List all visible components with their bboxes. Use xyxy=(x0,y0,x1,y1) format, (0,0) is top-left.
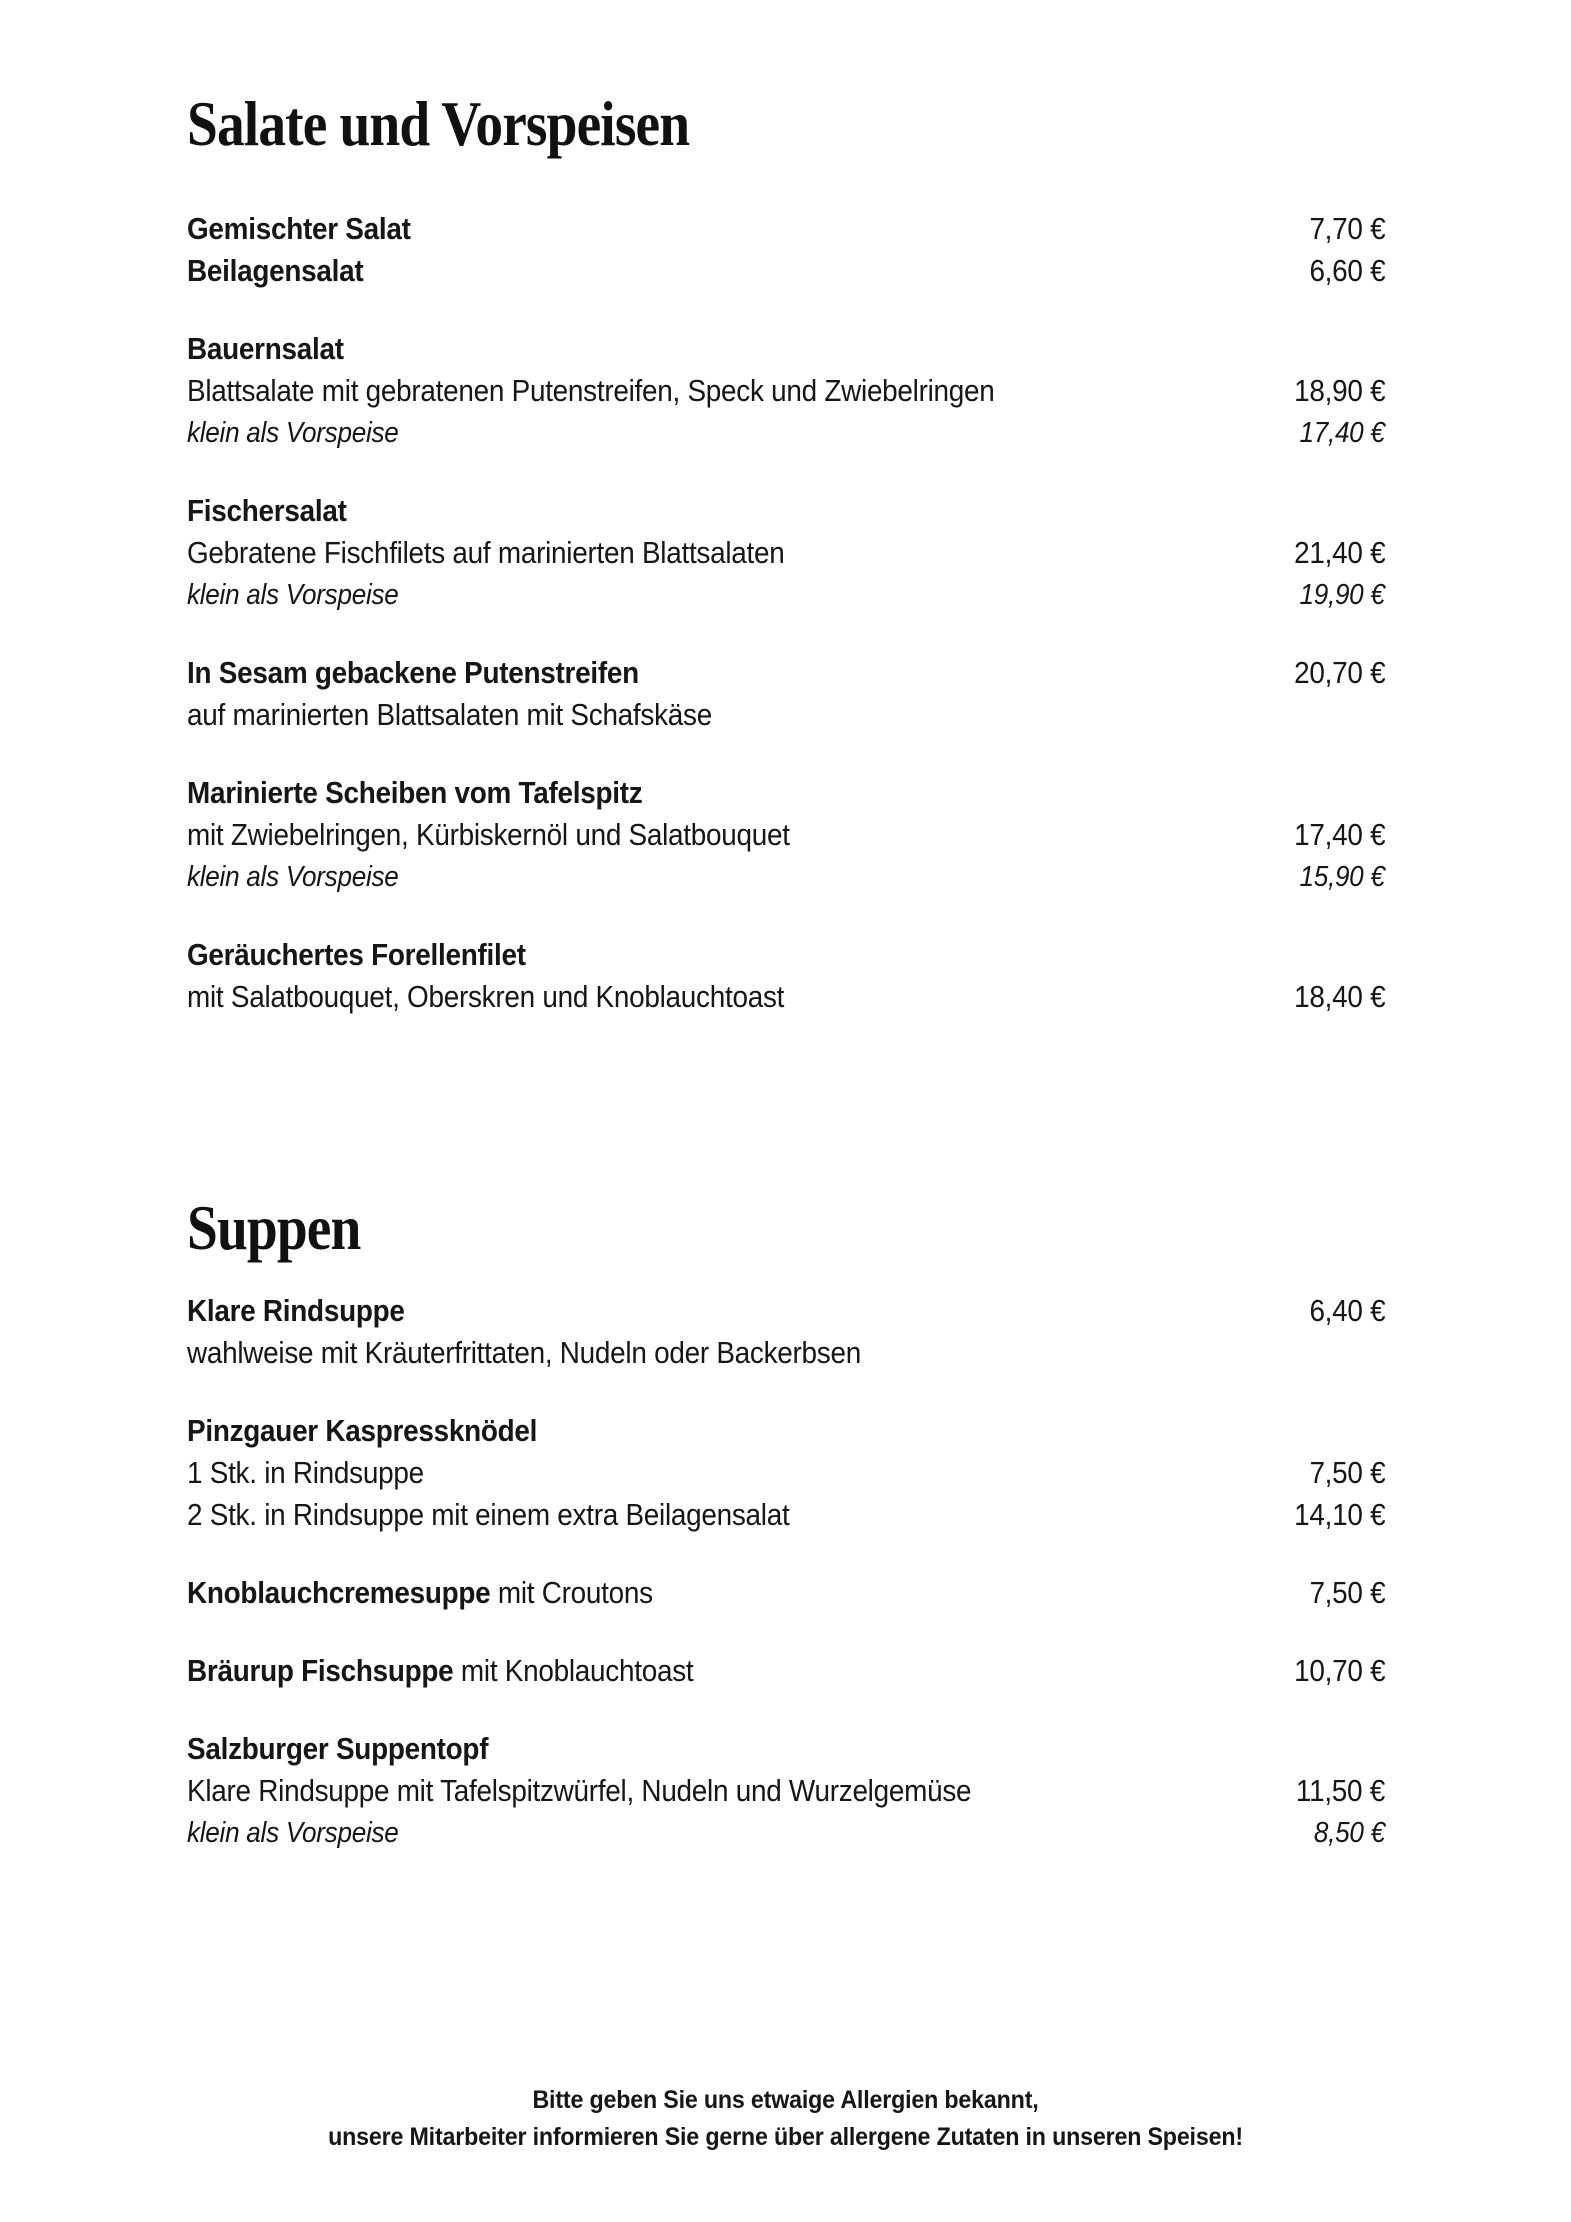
item-text xyxy=(187,814,790,856)
item-name: In Sesam gebackene Putenstreifen xyxy=(187,655,639,690)
menu-block xyxy=(187,1572,1385,1614)
item-price: 17,40 € xyxy=(1293,817,1385,852)
item-text xyxy=(187,1650,693,1692)
item-text xyxy=(187,208,411,250)
menu-item-row xyxy=(187,250,1385,292)
menu-item-row xyxy=(187,1410,1385,1452)
item-text xyxy=(187,574,399,616)
item-price: 8,50 € xyxy=(1314,1817,1385,1849)
item-name: Bauernsalat xyxy=(187,331,344,366)
allergy-notice-line1: Bitte geben Sie uns etwaige Allergien bekannt, xyxy=(532,2086,1039,2114)
item-price: 7,50 € xyxy=(1309,1575,1385,1610)
menu-item-row xyxy=(187,1494,1385,1536)
item-name: Fischersalat xyxy=(187,493,347,528)
menu-item-row xyxy=(187,652,1385,694)
item-desc: klein als Vorspeise xyxy=(187,417,399,449)
menu-item-row-small xyxy=(187,412,1385,454)
menu-item-row xyxy=(187,1332,1385,1374)
menu-item-row xyxy=(187,1650,1385,1692)
section-title-salate: Salate und Vorspeisen xyxy=(187,89,690,159)
item-price: 10,70 € xyxy=(1293,1653,1385,1688)
item-desc: Klare Rindsuppe mit Tafelspitzwürfel, Nudeln und Wurzelgemüse xyxy=(187,1773,972,1808)
menu-block xyxy=(187,1410,1385,1536)
menu-item-row xyxy=(187,328,1385,370)
allergy-notice xyxy=(0,2082,1571,2156)
menu-item-row xyxy=(187,772,1385,814)
item-desc: klein als Vorspeise xyxy=(187,1817,399,1849)
item-text xyxy=(187,772,642,814)
item-desc: mit Salatbouquet, Oberskren und Knoblauchtoast xyxy=(187,979,785,1014)
menu-item-row xyxy=(187,934,1385,976)
menu-item-row xyxy=(187,532,1385,574)
menu-content xyxy=(187,0,1385,1890)
item-text xyxy=(187,370,995,412)
item-desc: wahlweise mit Kräuterfrittaten, Nudeln oder Backerbsen xyxy=(187,1335,861,1370)
item-price: 18,40 € xyxy=(1293,979,1385,1014)
item-desc: 2 Stk. in Rindsuppe mit einem extra Beilagensalat xyxy=(187,1497,790,1532)
item-text xyxy=(187,694,712,736)
menu-item-row xyxy=(187,1452,1385,1494)
item-text xyxy=(187,1332,861,1374)
menu-block xyxy=(187,1728,1385,1854)
menu-item-row xyxy=(187,694,1385,736)
item-desc: klein als Vorspeise xyxy=(187,861,399,893)
menu-item-row xyxy=(187,976,1385,1018)
menu-item-row xyxy=(187,1728,1385,1770)
item-desc: mit Zwiebelringen, Kürbiskernöl und Salatbouquet xyxy=(187,817,790,852)
menu-item-row-small xyxy=(187,1812,1385,1854)
item-name: Bräurup Fischsuppe xyxy=(187,1653,454,1688)
item-text xyxy=(187,250,363,292)
menu-block xyxy=(187,1290,1385,1374)
item-desc: Blattsalate mit gebratenen Putenstreifen, Speck und Zwiebelringen xyxy=(187,373,995,408)
item-price: 11,50 € xyxy=(1295,1773,1385,1808)
item-name: Klare Rindsuppe xyxy=(187,1293,405,1328)
item-text xyxy=(187,1494,789,1536)
item-price: 19,90 € xyxy=(1299,579,1385,611)
menu-block xyxy=(187,652,1385,736)
item-text xyxy=(187,1572,653,1614)
item-text xyxy=(187,1812,399,1854)
item-price: 14,10 € xyxy=(1293,1497,1385,1532)
item-text xyxy=(187,1452,424,1494)
item-desc: auf marinierten Blattsalaten mit Schafskäse xyxy=(187,697,712,732)
item-price: 21,40 € xyxy=(1293,535,1385,570)
item-desc: mit Croutons xyxy=(490,1575,653,1610)
item-name: Knoblauchcremesuppe xyxy=(187,1575,491,1610)
allergy-notice-line2: unsere Mitarbeiter informieren Sie gerne über allergene Zutaten in unseren Speisen! xyxy=(328,2123,1243,2151)
item-text xyxy=(187,934,526,976)
menu-block xyxy=(187,208,1385,292)
item-text xyxy=(187,1728,488,1770)
item-text xyxy=(187,856,399,898)
item-desc: Gebratene Fischfilets auf marinierten Blattsalaten xyxy=(187,535,785,570)
menu-item-row xyxy=(187,208,1385,250)
menu-item-row-small xyxy=(187,856,1385,898)
item-desc: mit Knoblauchtoast xyxy=(453,1653,694,1688)
item-price: 7,50 € xyxy=(1309,1455,1385,1490)
item-price: 20,70 € xyxy=(1293,655,1385,690)
item-desc: klein als Vorspeise xyxy=(187,579,399,611)
item-name: Gemischter Salat xyxy=(187,211,411,246)
item-desc: 1 Stk. in Rindsuppe xyxy=(187,1455,424,1490)
item-price: 7,70 € xyxy=(1309,211,1385,246)
item-text xyxy=(187,532,785,574)
menu-block xyxy=(187,328,1385,454)
item-price: 6,40 € xyxy=(1309,1293,1385,1328)
item-text xyxy=(187,976,784,1018)
item-price: 6,60 € xyxy=(1309,253,1385,288)
item-name: Marinierte Scheiben vom Tafelspitz xyxy=(187,775,643,810)
item-text xyxy=(187,652,639,694)
item-text xyxy=(187,490,347,532)
item-text xyxy=(187,412,399,454)
section-title-suppen: Suppen xyxy=(187,1193,361,1263)
item-price: 17,40 € xyxy=(1299,417,1385,449)
menu-item-row xyxy=(187,1572,1385,1614)
menu-item-row-small xyxy=(187,574,1385,616)
menu-item-row xyxy=(187,1290,1385,1332)
item-text xyxy=(187,328,344,370)
menu-block xyxy=(187,1650,1385,1692)
item-name: Pinzgauer Kaspressknödel xyxy=(187,1413,538,1448)
menu-block xyxy=(187,934,1385,1018)
menu-item-row xyxy=(187,490,1385,532)
item-name: Beilagensalat xyxy=(187,253,364,288)
menu-item-row xyxy=(187,370,1385,412)
item-text xyxy=(187,1410,537,1452)
menu-item-row xyxy=(187,1770,1385,1812)
item-text xyxy=(187,1290,405,1332)
item-price: 18,90 € xyxy=(1293,373,1385,408)
item-name: Geräuchertes Forellenfilet xyxy=(187,937,526,972)
item-text xyxy=(187,1770,971,1812)
item-name: Salzburger Suppentopf xyxy=(187,1731,489,1766)
item-price: 15,90 € xyxy=(1299,861,1385,893)
menu-item-row xyxy=(187,814,1385,856)
menu-block xyxy=(187,772,1385,898)
menu-block xyxy=(187,490,1385,616)
